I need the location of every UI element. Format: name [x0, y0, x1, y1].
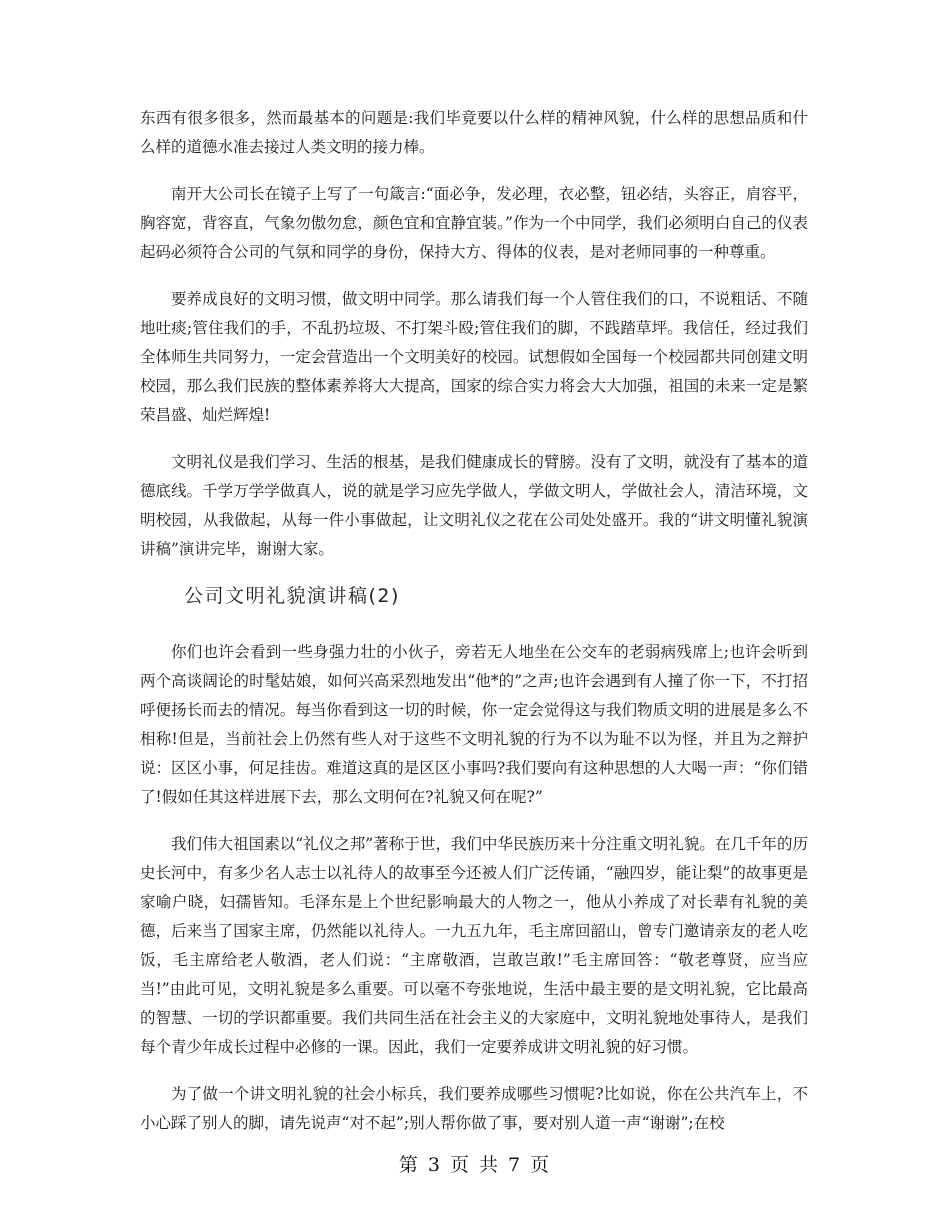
page-footer: 第 3 页 共 7 页 — [398, 1154, 552, 1176]
paragraph-bottom-0: 你们也许会看到一些身强力壮的小伙子，旁若无人地坐在公交车的老弱病残席上;也许会听到两个高谈阔论的时髦姑娘，如何兴高采烈地发出“他*的”之声;也许会遇到有人撞了你一下，不打招呼便扬长而去的情况。每当你看到这一切的时候，你一定会觉得这与我们物质文明的进展是多么不相称!但是，当前社会上仍然有些人对于这些不文明礼貌的行为不以为耻不以为怪，并且为之辩护说：区区小事，何足挂齿。难道这真的是区区小事吗?我们要向有这种思想的人大喝一声：“你们错了!假如任其这样进展下去，那么文明何在?礼貌又何在呢?” — [140, 643, 808, 806]
paragraph-top-2: 要养成良好的文明习惯，做文明中同学。那么请我们每一个人管住我们的口，不说粗话、不随地吐痰;管住我们的手，不乱扔垃圾、不打架斗殴;管住我们的脚，不践踏草坪。我信任，经过我们全体师生共同努力，一定会营造出一个文明美好的校园。试想假如全国每一个校园都共同创建文明校园，那么我们民族的整体素养将大大提高，国家的综合实力将会大大加强，祖国的未来一定是繁荣昌盛、灿烂辉煌! — [140, 290, 808, 424]
document-body — [140, 104, 808, 1156]
paragraph-top-3: 文明礼仪是我们学习、生活的根基，是我们健康成长的臂膀。没有了文明，就没有了基本的道德底线。千学万学学做真人，说的就是学习应先学做人，学做文明人，学做社会人，清洁环境，文明校园，从我做起，从每一件小事做起，让文明礼仪之花在公司处处盛开。我的“讲文明懂礼貌演讲稿”演讲完毕，谢谢大家。 — [140, 453, 808, 558]
paragraph-bottom-1: 我们伟大祖国素以“礼仪之邦”著称于世，我们中华民族历来十分注重文明礼貌。在几千年的历史长河中，有多少名人志士以礼待人的故事至今还被人们广泛传诵，“融四岁，能让梨”的故事更是家喻户晓，妇孺皆知。毛泽东是上个世纪影响最大的人物之一，他从小养成了对长辈有礼貌的美德，后来当了国家主席，仍然能以礼待人。一九五九年，毛主席回韶山，曾专门邀请亲友的老人吃饭，毛主席给老人敬酒，老人们说：“主席敬酒，岂敢岂敢!”毛主席回答：“敬老尊贤，应当应当!”由此可见，文明礼貌是多么重要。可以毫不夸张地说，生活中最主要的是文明礼貌，它比最高的智慧、一切的学识都重要。我们共同生活在社会主义的大家庭中，文明礼貌地处事待人，是我们每个青少年成长过程中必修的一课。因此，我们一定要养成讲文明礼貌的好习惯。 — [140, 835, 808, 1056]
paragraph-top-0: 东西有很多很多，然而最基本的问题是:我们毕竟要以什么样的精神风貌，什么样的思想品质和什么样的道德水准去接过人类文明的接力棒。 — [140, 109, 808, 156]
paragraph-bottom-2: 为了做一个讲文明礼貌的社会小标兵，我们要养成哪些习惯呢?比如说，你在公共汽车上，不小心踩了别人的脚，请先说声“对不起”;别人帮你做了事，要对别人道一声“谢谢”;在校 — [140, 1085, 808, 1132]
paragraph-top-1: 南开大公司长在镜子上写了一句箴言:“面必争，发必理，衣必整，钮必结，头容正，肩容平，胸容宽，背容直，气象勿傲勿怠，颜色宜和宜静宜装。”作为一个中同学，我们必须明白自己的仪表起码必须符合公司的气氛和同学的身份，保持大方、得体的仪表，是对老师同事的一种尊重。 — [140, 185, 808, 261]
section-heading: 公司文明礼貌演讲稿(2) — [184, 585, 400, 607]
